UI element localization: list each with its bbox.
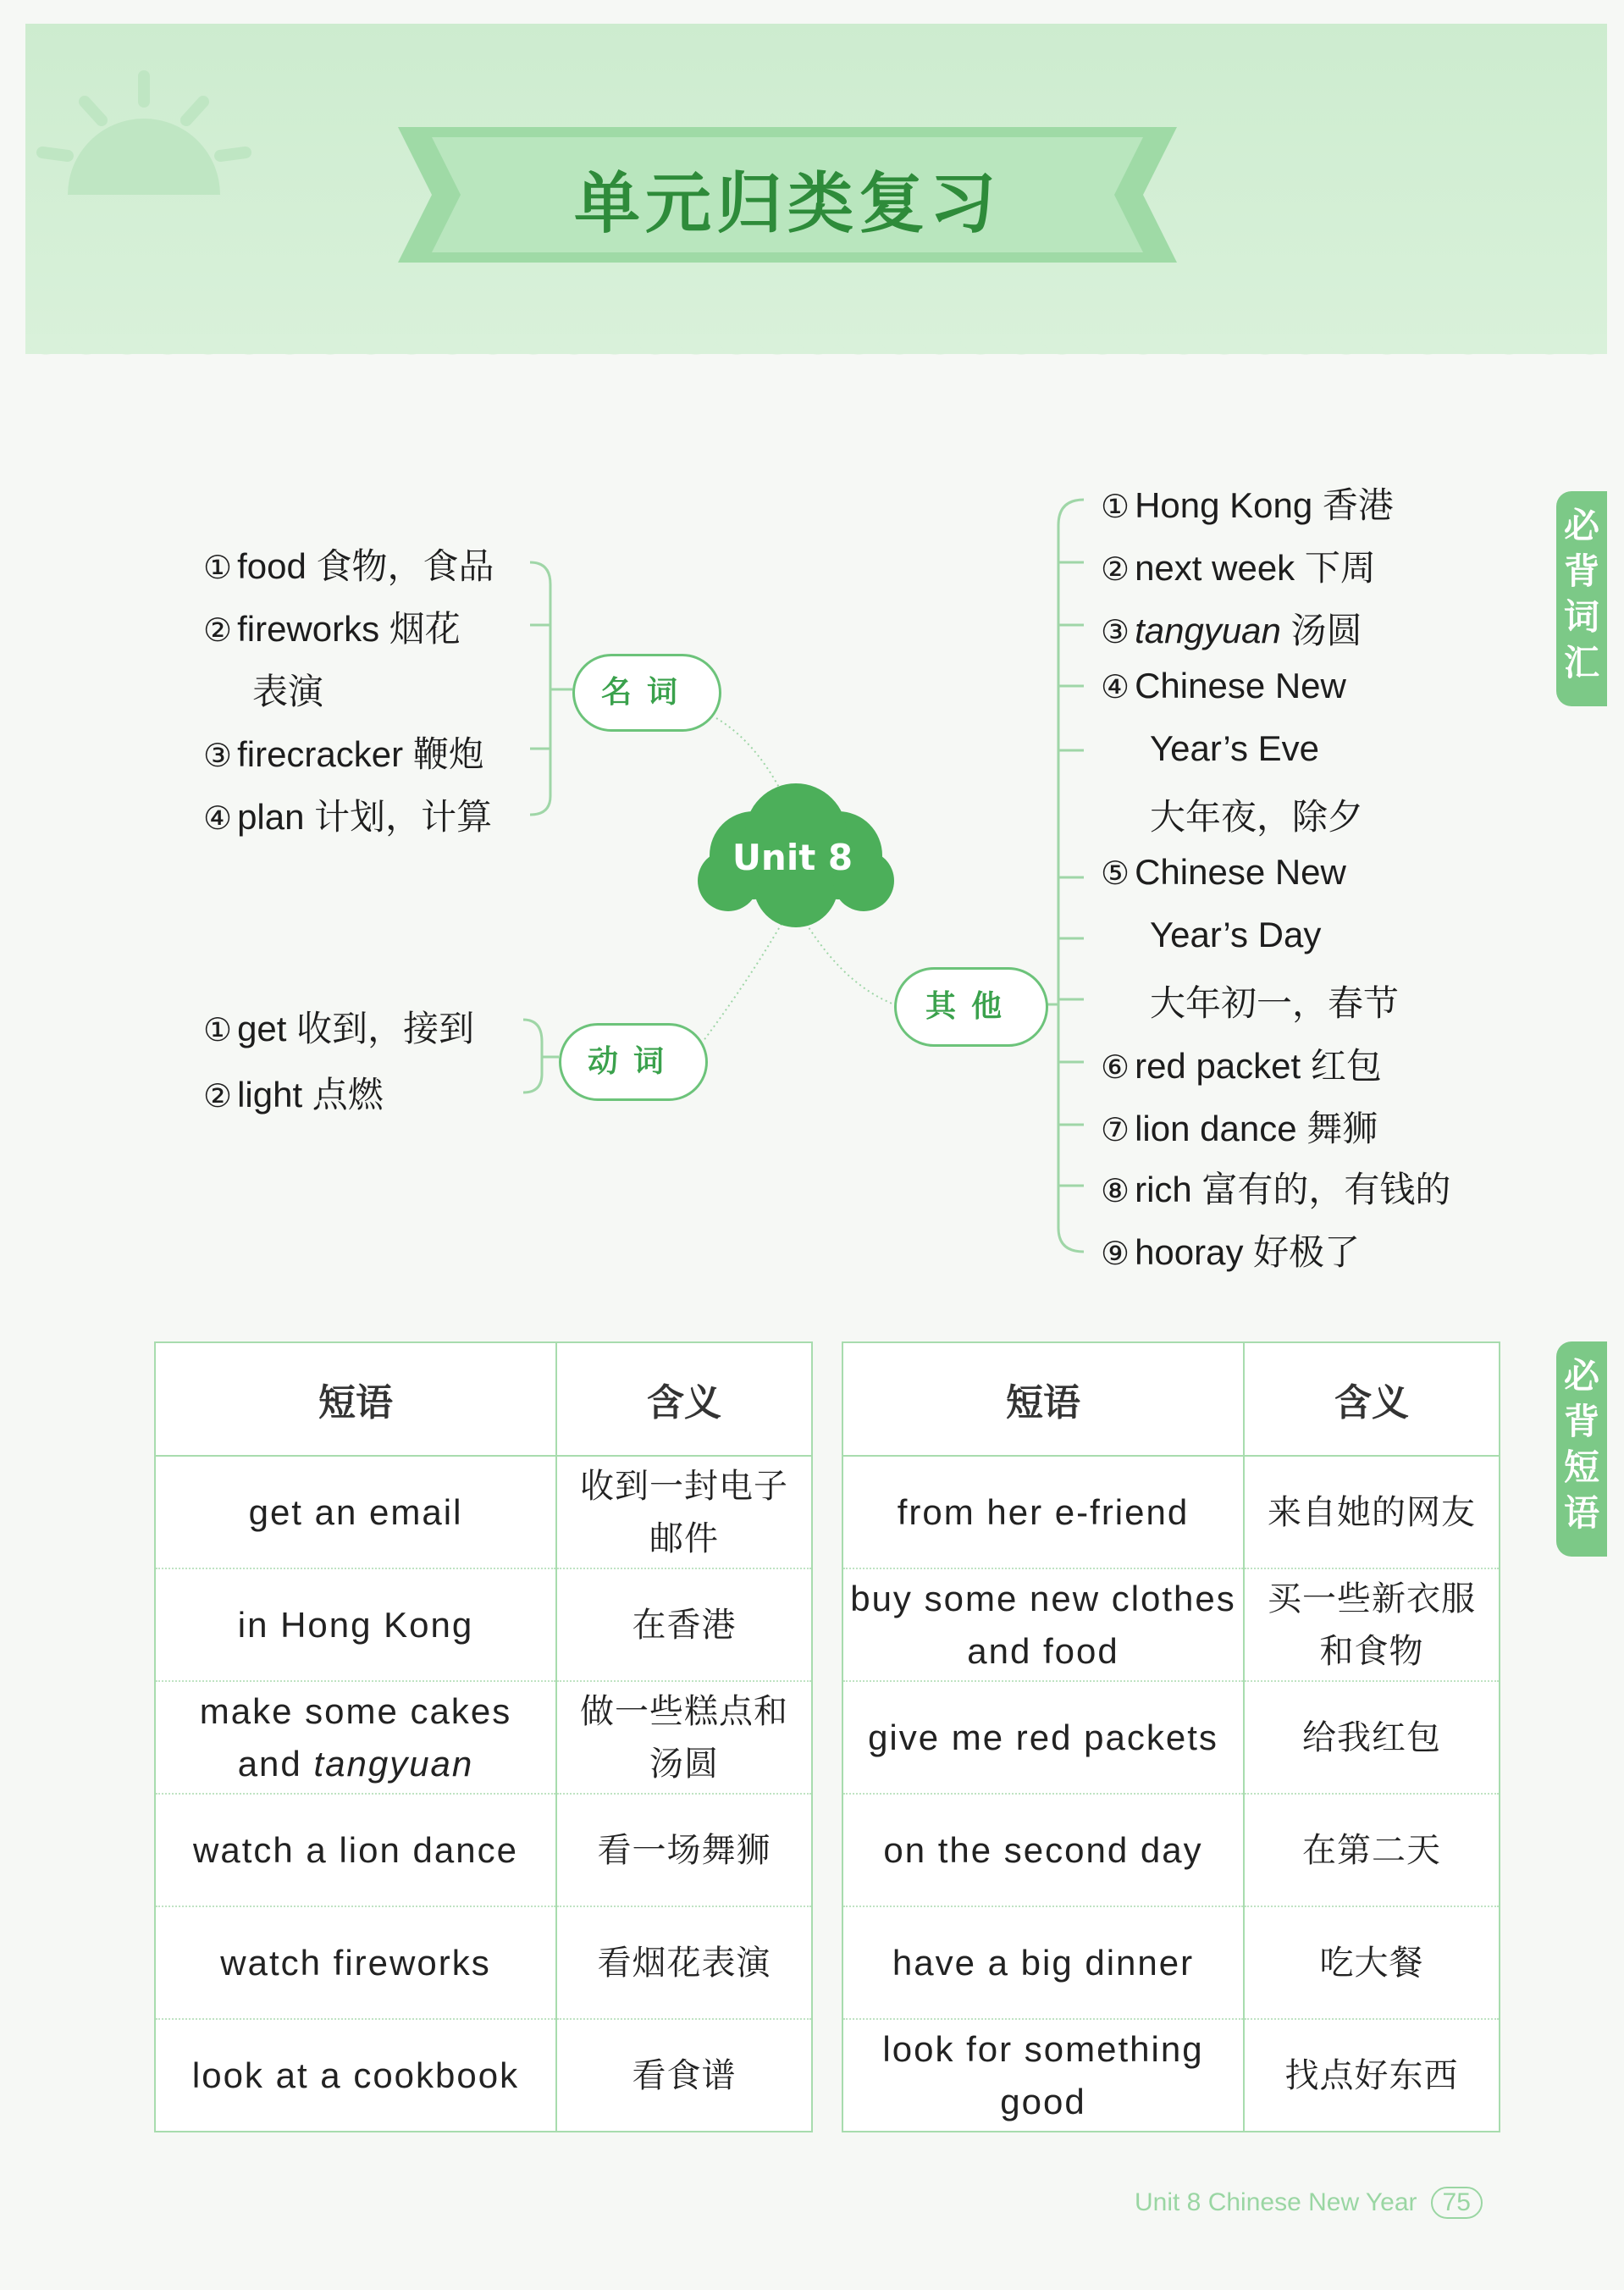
unit-label: Unit 8 [732,837,853,878]
phrase-cell: look for something good [842,2019,1244,2132]
meaning-cell: 看烟花表演 [556,1906,812,2019]
phrase-cell: make some cakes and tangyuan [155,1681,556,1794]
verb-item: ② light 点燃 [203,1075,384,1115]
phrase-table-left [154,1341,813,2132]
meaning-cell: 买一些新衣服和食物 [1244,1568,1500,1681]
meaning-cell: 看一场舞狮 [556,1794,812,1906]
meaning-cell: 吃大餐 [1244,1906,1500,2019]
phrase-cell: watch fireworks [155,1906,556,2019]
table-row [842,1906,1500,2019]
phrase-cell: in Hong Kong [155,1568,556,1681]
footer-unit-title: Unit 8 Chinese New Year [1135,2188,1417,2216]
table-row [842,2019,1500,2132]
side-tab-phrases: 必 背 短 语 [1556,1341,1607,1557]
other-item-continued: Year’s Day [1150,915,1322,954]
phrase-cell: give me red packets [842,1681,1244,1794]
page-footer [1135,2187,1483,2219]
other-item: ⑦ lion dance 舞狮 [1101,1109,1378,1148]
side-tab-vocabulary: 必 背 词 汇 [1556,491,1607,706]
other-item: ② next week 下周 [1101,548,1376,588]
column-header-phrase: 短语 [155,1342,556,1456]
verb-item: ① get 收到，接到 [203,1009,475,1048]
column-header-meaning: 含义 [1244,1342,1500,1456]
phrase-cell: from her e-friend [842,1456,1244,1568]
meaning-cell: 收到一封电子邮件 [556,1456,812,1568]
column-header-meaning: 含义 [556,1342,812,1456]
other-item: ⑨ hooray 好极了 [1101,1232,1361,1272]
table-row [155,1906,812,2019]
other-item: ⑥ red packet 红包 [1101,1046,1382,1086]
table-row [155,1794,812,1906]
other-item: ① Hong Kong 香港 [1101,485,1394,525]
noun-item: ④ plan 计划，计算 [203,797,493,837]
meaning-cell: 找点好东西 [1244,2019,1500,2132]
other-item: ⑤ Chinese New [1101,852,1346,892]
phrase-cell: get an email [155,1456,556,1568]
category-nouns: 名词 [572,654,721,732]
phrase-cell: have a big dinner [842,1906,1244,2019]
meaning-cell: 来自她的网友 [1244,1456,1500,1568]
table-row [842,1681,1500,1794]
phrase-cell: look at a cookbook [155,2019,556,2132]
noun-item: ② fireworks 烟花 [203,609,461,649]
table-row [842,1568,1500,1681]
other-item: ③ tangyuan 汤圆 [1101,611,1362,650]
noun-item: ① food 食物，食品 [203,546,494,586]
noun-item-continued: 表演 [252,672,324,711]
phrase-cell: on the second day [842,1794,1244,1906]
other-item-continued: 大年夜，除夕 [1150,797,1364,837]
meaning-cell: 在第二天 [1244,1794,1500,1906]
other-item: ④ Chinese New [1101,666,1346,705]
meaning-cell: 给我红包 [1244,1681,1500,1794]
table-row [155,1568,812,1681]
other-item-continued: Year’s Eve [1150,728,1320,768]
meaning-cell: 看食谱 [556,2019,812,2132]
table-row [842,1794,1500,1906]
table-row [155,2019,812,2132]
other-item: ⑧ rich 富有的，有钱的 [1101,1170,1451,1209]
meaning-cell: 做一些糕点和汤圆 [556,1681,812,1794]
noun-item: ③ firecracker 鞭炮 [203,734,484,774]
category-verbs: 动词 [559,1023,708,1101]
page-number: 75 [1431,2187,1483,2219]
table-row [155,1456,812,1568]
phrase-table-right [842,1341,1500,2132]
phrase-cell: buy some new clothes and food [842,1568,1244,1681]
category-others: 其他 [894,967,1048,1047]
table-row [155,1681,812,1794]
meaning-cell: 在香港 [556,1568,812,1681]
page-title: 单元归类复习 [573,166,1001,242]
column-header-phrase: 短语 [842,1342,1244,1456]
table-row [842,1456,1500,1568]
other-item-continued: 大年初一，春节 [1150,983,1400,1023]
phrase-cell: watch a lion dance [155,1794,556,1906]
